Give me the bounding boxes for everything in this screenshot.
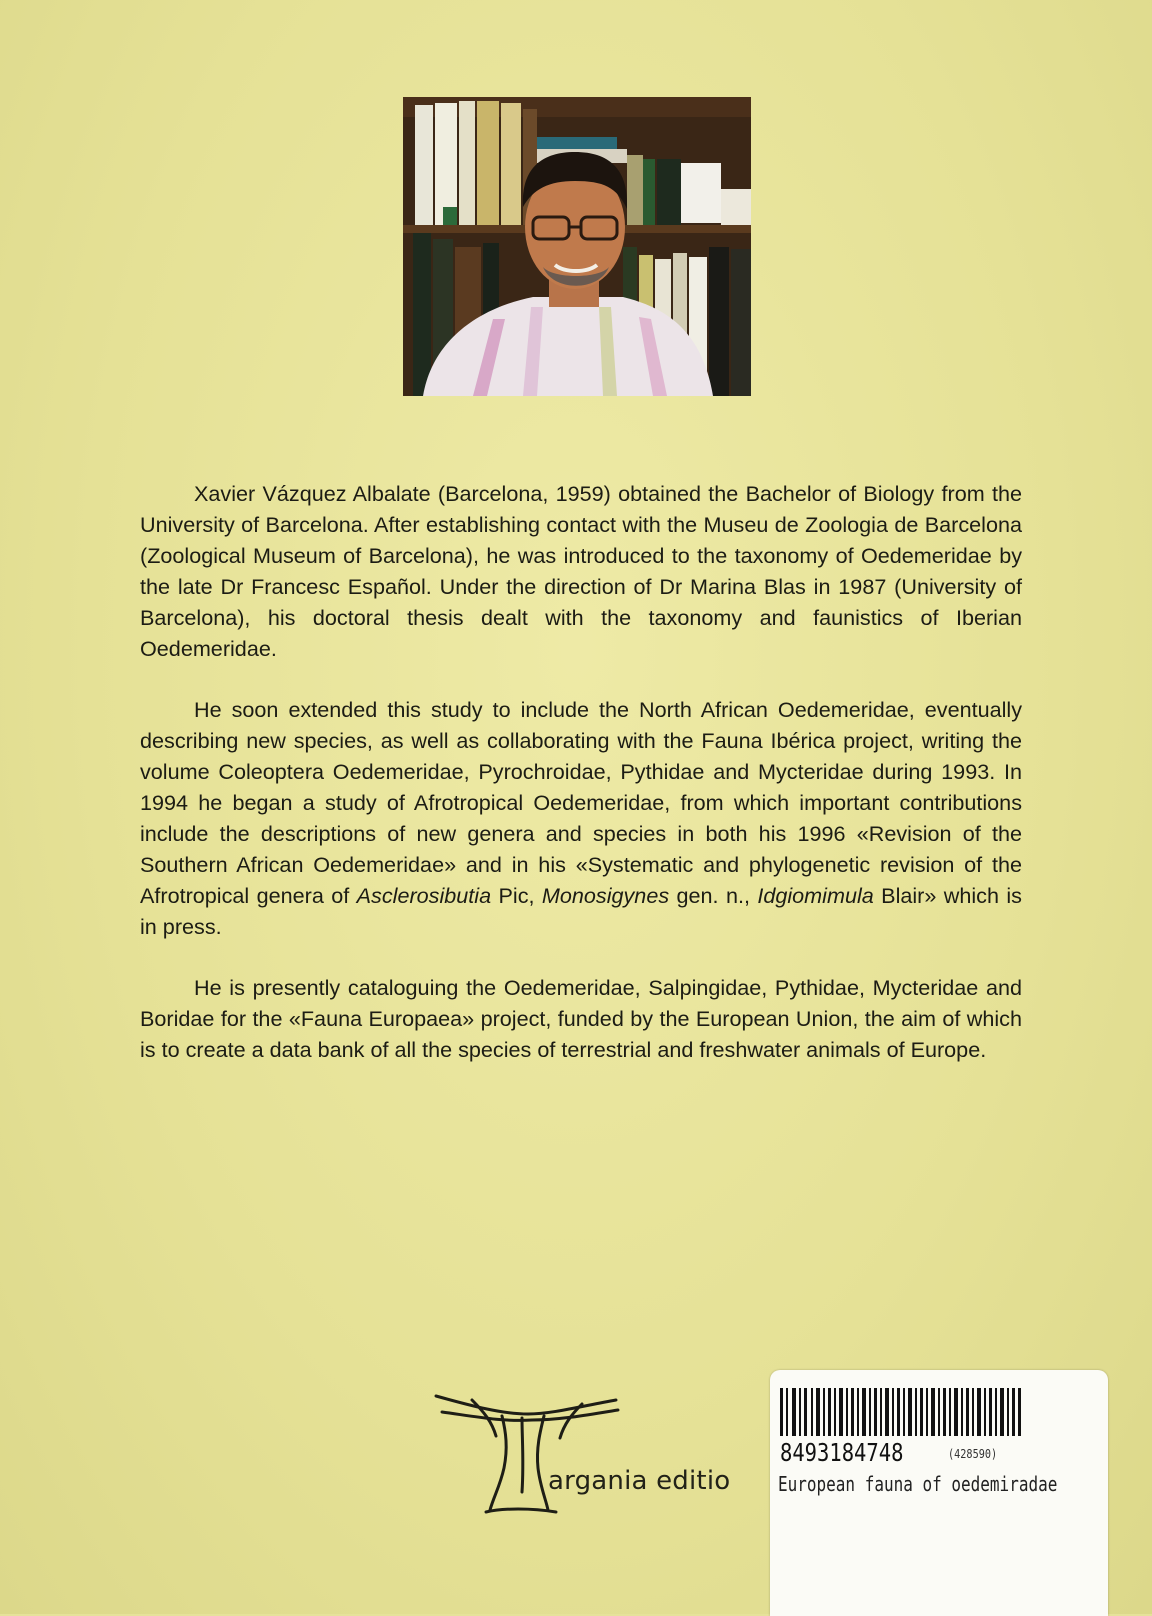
reference-number: (428590) [948,1447,998,1461]
publisher-name: argania editio [548,1466,731,1496]
genus-name: Idgiomimula [757,883,874,908]
bio-text: Blair» which is in press. [140,883,1022,939]
book-title-label: European fauna of oedemiradae [778,1472,1058,1496]
bio-text: gen. n., [669,883,758,908]
genus-name: Monosigynes [541,883,670,908]
bio-paragraph-1: Xavier Vázquez Albalate (Barcelona, 1959) obtained the Bachelor of Biology from the University of Barcelona. After establishing contact with the Museu de Zoologia de Barcelona (Zoological Museum of Barcelona), he was introduced to the taxonomy of Oedemeridae by the late Dr Francesc Español. Under the direction of Dr Marina Blas in 1987 (University of Barcelona), his doctoral thesis dealt with the taxonomy and faunistics of Iberian Oedemeridae. [140,481,1022,661]
argan-tree-icon [432,1392,632,1522]
publisher-logo [432,1392,742,1522]
barcode [780,1388,1030,1436]
bio-paragraph-2 [140,694,1022,942]
author-biography [140,478,1022,1095]
genus-name: Asclerosibutia [356,883,492,908]
bio-text: He soon extended this study to include the North African Oedemeridae, eventually describing new species, as well as collaborating with the Fauna Ibérica project, writing the volume Coleoptera Oedemeridae, Pyrochroidae, Pythidae and Mycteridae during 1993. In 1994 he began a study of Afrotropical Oedemeridae, from which important contributions include the descriptions of new genera and species in both his 1996 «Revision of the Southern African Oedemeridae» and in his «Systematic and phylogenetic revision of the Afrotropical genera of [140,697,1022,908]
author-photo [403,97,751,396]
barcode-sticker [770,1370,1108,1616]
barcode-number: 8493184748 [780,1438,904,1467]
bio-paragraph-3: He is presently cataloguing the Oedemeridae, Salpingidae, Pythidae, Mycteridae and Boridae for the «Fauna Europaea» project, funded by the European Union, the aim of which is to create a data bank of all the species of terrestrial and freshwater animals of Europe. [140,975,1022,1062]
bio-text: Pic, [491,883,542,908]
